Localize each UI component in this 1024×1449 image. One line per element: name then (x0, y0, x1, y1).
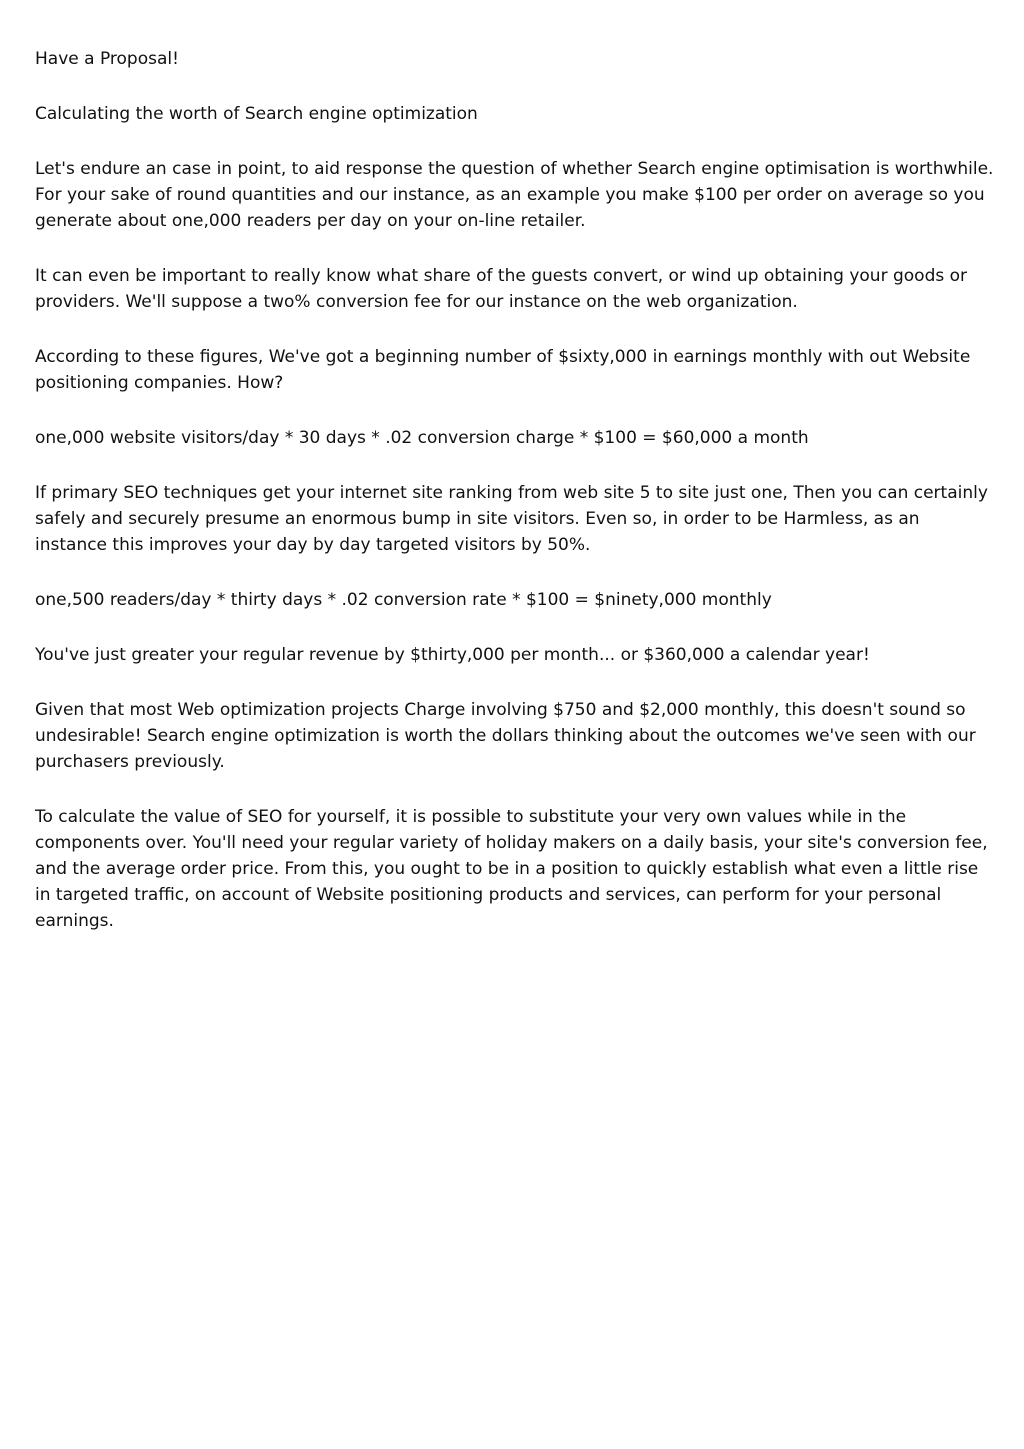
document-body (35, 46, 995, 963)
paragraph-revenue-gain: You've just greater your regular revenue by $thirty,000 per month... or $360,000 a calendar year! (35, 645, 870, 665)
formula-baseline: one,000 website visitors/day * 30 days * .02 conversion charge * $100 = $60,000 a month (35, 428, 809, 448)
paragraph-baseline-earnings: According to these figures, We've got a beginning number of $sixty,000 in earnings monthly with out Website positioning companies. How? (35, 347, 971, 393)
paragraph-conversion: It can even be important to really know what share of the guests convert, or wind up obtaining your goods or providers. We'll suppose a two% conversion fee for our instance on the web organization. (35, 266, 968, 312)
paragraph-calculate-yourself: To calculate the value of SEO for yourself, it is possible to substitute your very own values while in the components over. You'll need your regular variety of holiday makers on a daily basis, your site's conversion fee, and the average order price. From this, you ought to be in a position to quickly establish what even a little rise in targeted traffic, on account of Website positioning products and services, can perform for your personal earnings. (35, 807, 988, 931)
document-heading: Have a Proposal! (35, 49, 179, 69)
paragraph-cost-comparison: Given that most Web optimization projects Charge involving $750 and $2,000 monthly, this doesn't sound so undesirable! Search engine optimization is worth the dollars thinking about the outcomes we've seen with our purchasers previously. (35, 700, 976, 772)
paragraph-ranking-improvement: If primary SEO techniques get your internet site ranking from web site 5 to site just one, Then you can certainly safely and securely presume an enormous bump in site visitors. Even so, in order to be Harmless, as an instance this improves your day by day targeted visitors by 50%. (35, 483, 988, 555)
paragraph-example-intro: Let's endure an case in point, to aid response the question of whether Search engine optimisation is worthwhile. For your sake of round quantities and our instance, as an example you make $100 per order on average so you generate about one,000 readers per day on your on-line retailer. (35, 159, 994, 231)
document-subheading: Calculating the worth of Search engine optimization (35, 104, 478, 124)
formula-improved: one,500 readers/day * thirty days * .02 conversion rate * $100 = $ninety,000 monthly (35, 590, 772, 610)
